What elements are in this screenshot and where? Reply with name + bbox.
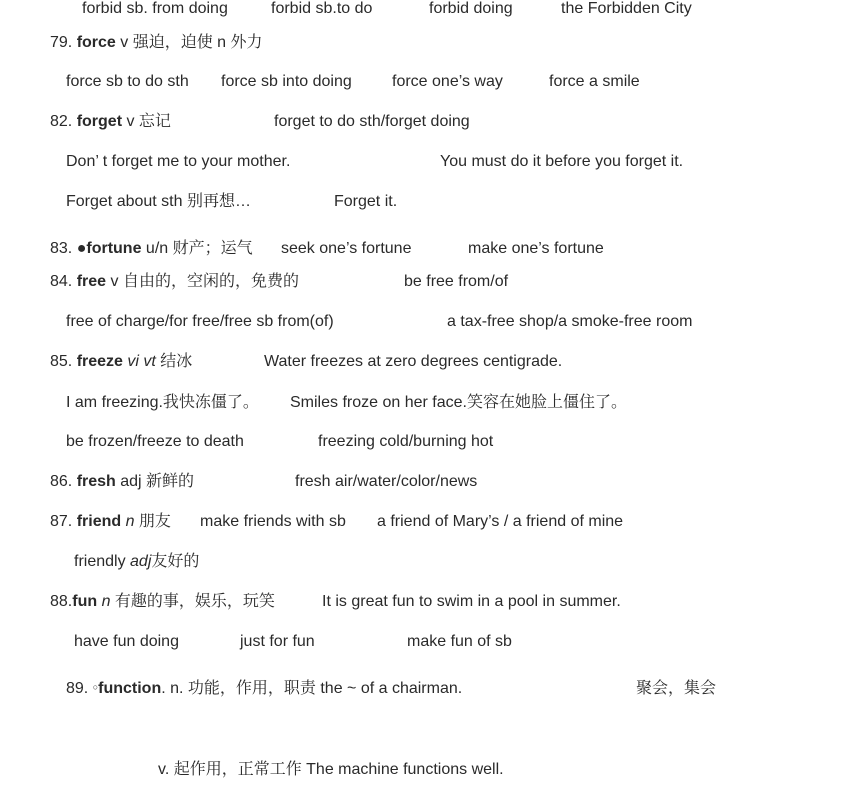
entry-79-heading [50,35,263,51]
phrase-force-to-do: force sb to do sth [66,73,189,90]
definition: v 强迫，迫使 n 外力 [115,34,263,51]
entry-88-heading [50,594,275,610]
definition-gathering: 聚会，集会 [636,680,717,697]
bullet-icon: ● [76,240,87,257]
phrase-forbid-doing: forbid doing [429,0,513,17]
phrase-force-smile: force a smile [549,73,640,90]
headword: force [76,34,116,51]
phrase-just-for-fun: just for fun [240,633,315,650]
definition: 有趣的事，娱乐，玩笑 [110,593,275,610]
phrase-frozen-to-death: be frozen/freeze to death [66,433,244,450]
headword: fun [72,593,98,610]
entry-number: 86. [50,473,77,490]
phrase-tax-free: a tax-free shop/a smoke-free room [447,313,693,330]
part-of-speech: n [121,513,135,530]
entry-number: 89. [66,680,93,697]
entry-number: 87. [50,513,77,530]
circle-icon: ○ [92,682,99,693]
part-of-speech: vi vt [122,353,156,370]
headword: friend [76,513,122,530]
phrase-have-fun: have fun doing [74,633,179,650]
entry-number: 82. [50,113,77,130]
sentence-smiles-froze: Smiles froze on her face.笑容在她脸上僵住了。 [290,394,627,411]
phrase-forget-to-do: forget to do sth/forget doing [274,113,470,130]
phrase-make-fun-of: make fun of sb [407,633,512,650]
headword: fortune [86,240,142,257]
phrase-seek-fortune: seek one’s fortune [281,240,412,257]
sentence-water-freezes: Water freezes at zero degrees centigrade. [264,353,563,370]
definition-verb-function: v. 起作用，正常工作 The machine functions well. [158,761,504,778]
entry-84-heading [50,274,299,290]
phrase-forget-about: Forget about sth 别再想… [66,193,251,210]
definition: adj 新鲜的 [115,473,195,490]
definition: 友好的 [151,553,200,570]
entry-83-heading [50,241,253,257]
word: friendly [74,553,131,570]
phrase-free-from: be free from/of [404,273,509,290]
definition: u/n 财产；运气 [141,240,253,257]
definition: v 忘记 [122,113,171,130]
headword: function [98,680,162,697]
entry-number: 88. [50,593,73,610]
sentence-must-do: You must do it before you forget it. [440,153,684,170]
phrase-fresh-air: fresh air/water/color/news [295,473,478,490]
phrase-force-into: force sb into doing [221,73,352,90]
definition: . n. 功能，作用，职责 the ~ of a chairman. [161,680,463,697]
definition: 朋友 [134,513,171,530]
definition: 结冰 [155,353,193,370]
part-of-speech: adj [130,553,152,570]
entry-87-heading [50,514,171,530]
entry-number: 84. [50,273,77,290]
phrase-force-way: force one’s way [392,73,503,90]
phrase-friendly [74,554,199,570]
entry-82-heading [50,114,171,130]
phrase-make-friends: make friends with sb [200,513,346,530]
phrase-freezing-cold: freezing cold/burning hot [318,433,494,450]
phrase-forbid-from: forbid sb. from doing [82,0,228,17]
phrase-friend-of-mary: a friend of Mary’s / a friend of mine [377,513,624,530]
sentence-dont-forget: Don’ t forget me to your mother. [66,153,291,170]
headword: fresh [76,473,116,490]
phrase-free-of-charge: free of charge/for free/free sb from(of) [66,313,334,330]
phrase-forget-it: Forget it. [334,193,398,210]
headword: free [76,273,107,290]
entry-number: 83. [50,240,77,257]
phrase-forbid-to-do: forbid sb.to do [271,0,373,17]
entry-number: 85. [50,353,77,370]
headword: freeze [76,353,123,370]
entry-86-heading [50,474,194,490]
entry-85-heading [50,354,192,370]
definition: v 自由的，空闲的，免费的 [106,273,299,290]
phrase-make-fortune: make one’s fortune [468,240,604,257]
part-of-speech: n [97,593,111,610]
entry-number: 79. [50,34,77,51]
phrase-forbidden-city: the Forbidden City [561,0,692,17]
sentence-great-fun: It is great fun to swim in a pool in summer. [322,593,621,610]
headword: forget [76,113,123,130]
sentence-i-am-freezing: I am freezing.我快冻僵了。 [66,394,259,411]
entry-89-heading [66,681,462,697]
